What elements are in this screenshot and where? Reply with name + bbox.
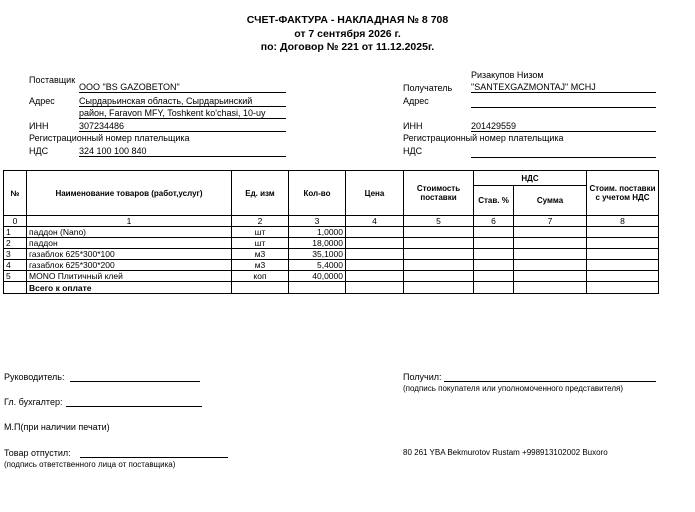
row-qty: 35,1000 (289, 249, 346, 260)
table-row (4, 260, 659, 271)
row-unit: коп (232, 271, 289, 282)
recipient-inn: 201429559 (471, 121, 656, 132)
recipient-name: "SANTEXGAZMONTAJ" MCHJ (471, 82, 656, 93)
col-number: 3 (289, 216, 346, 227)
total-label: Всего к оплате (27, 282, 232, 294)
supplier-address-label: Адрес (29, 96, 55, 106)
received-signature-line (444, 381, 656, 382)
header-vat-sum: Сумма (514, 186, 587, 216)
row-no: 4 (4, 260, 27, 271)
row-no: 1 (4, 227, 27, 238)
accountant-label: Гл. бухгалтер: (4, 397, 63, 407)
document-title: СЧЕТ-ФАКТУРА - НАКЛАДНАЯ № 8 708 (246, 14, 449, 26)
supplier-inn-label: ИНН (29, 121, 49, 131)
supplier-reg-label: Регистрационный номер плательщика (29, 133, 190, 143)
table-row (4, 227, 659, 238)
recipient-address-label: Адрес (403, 96, 429, 106)
col-number: 5 (404, 216, 474, 227)
stamp-label: М.П(при наличии печати) (4, 422, 110, 432)
supplier-address-line-2: район, Faravon MFY, Toshkent ko'chasi, 10-uy (79, 108, 286, 119)
recipient-vat (471, 146, 656, 158)
row-no: 3 (4, 249, 27, 260)
header-unit: Ед. изм (232, 171, 289, 216)
row-qty: 40,0000 (289, 271, 346, 282)
table-row (4, 249, 659, 260)
supplier-label: Поставщик (29, 75, 76, 85)
row-qty: 1,0000 (289, 227, 346, 238)
contract-reference: по: Договор № 221 от 11.12.2025г. (260, 41, 435, 53)
row-unit: шт (232, 238, 289, 249)
header-name: Наименование товаров (работ,услуг) (27, 171, 232, 216)
released-signature-line (80, 457, 228, 458)
row-name: газаблок 625*300*100 (27, 249, 232, 260)
released-label: Товар отпустил: (4, 448, 71, 458)
col-number: 4 (346, 216, 404, 227)
table-row (4, 238, 659, 249)
header-total: Стоим. поставки с учетом НДС (587, 171, 659, 216)
recipient-person: Ризакупов Низом (471, 70, 544, 80)
row-name: газаблок 625*300*200 (27, 260, 232, 271)
supplier-vat-label: НДС (29, 146, 49, 156)
recipient-inn-label: ИНН (403, 121, 423, 131)
header-no: № (4, 171, 27, 216)
released-note: (подпись ответственного лица от поставщика) (4, 460, 176, 469)
supplier-inn: 307234486 (79, 121, 286, 132)
director-label: Руководитель: (4, 372, 65, 382)
row-unit: м3 (232, 260, 289, 271)
row-qty: 18,0000 (289, 238, 346, 249)
table-row (4, 271, 659, 282)
supplier-vat: 324 100 100 840 (79, 146, 286, 157)
row-name: MONO Плитичный клей (27, 271, 232, 282)
supplier-address-line-1: Сырдарьинская область, Сырдарьинский (79, 96, 286, 107)
header-qty: Кол-во (289, 171, 346, 216)
document-date: от 7 сентября 2026 г. (294, 28, 401, 40)
recipient-label: Получатель (403, 83, 453, 93)
col-number: 7 (514, 216, 587, 227)
row-unit: м3 (232, 249, 289, 260)
received-note: (подпись покупателя или уполномоченного представителя) (403, 384, 624, 393)
driver-info: 80 261 YBA Bekmurotov Rustam +998913102002 Buxoro (403, 448, 608, 457)
row-qty: 5,4000 (289, 260, 346, 271)
header-cost: Стоимость поставки (404, 171, 474, 216)
invoice-table (3, 170, 659, 294)
row-unit: шт (232, 227, 289, 238)
row-no: 2 (4, 238, 27, 249)
col-number: 2 (232, 216, 289, 227)
col-number: 6 (474, 216, 514, 227)
header-vat-rate: Став. % (474, 186, 514, 216)
col-number: 1 (27, 216, 232, 227)
col-number: 8 (587, 216, 659, 227)
supplier-name: ООО "BS GAZOBETON" (79, 82, 286, 93)
row-name: паддон (Nano) (27, 227, 232, 238)
director-signature-line (70, 381, 200, 382)
recipient-vat-label: НДС (403, 146, 423, 156)
accountant-signature-line (66, 406, 202, 407)
header-vat-group: НДС (474, 171, 587, 186)
recipient-address (471, 96, 656, 108)
header-price: Цена (346, 171, 404, 216)
total-row (4, 282, 659, 294)
recipient-reg-label: Регистрационный номер плательщика (403, 133, 564, 143)
row-name: паддон (27, 238, 232, 249)
col-number: 0 (4, 216, 27, 227)
row-no: 5 (4, 271, 27, 282)
received-label: Получил: (403, 372, 442, 382)
